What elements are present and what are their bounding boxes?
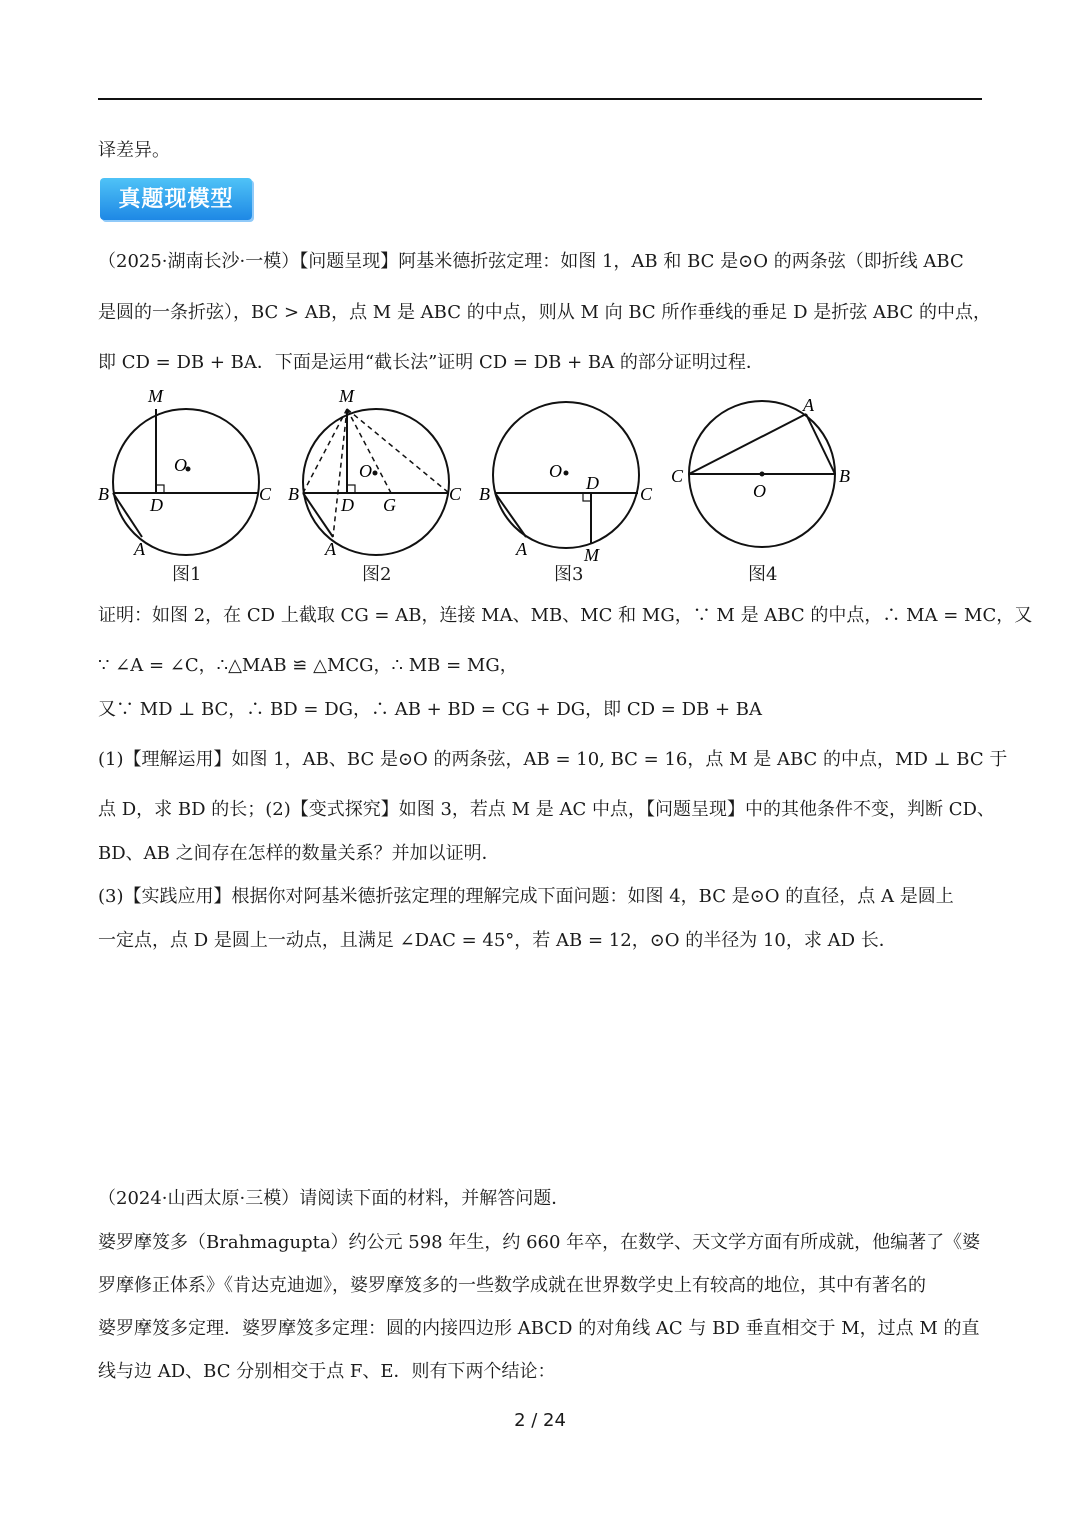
fig2-label-d: D: [341, 495, 354, 515]
fig3-label-a: A: [516, 539, 527, 559]
fig3-label-c: C: [640, 484, 653, 504]
p2-line-2: 婆罗摩笈多（Brahmagupta）约公元 598 年生，约 660 年卒，在数学、天文学方面有所成就，他编著了《婆: [98, 1232, 981, 1253]
p2-line-3: 罗摩修正体系》《肯达克迪迦》，婆罗摩笈多的一些数学成就在世界数学史上有较高的地位，其中有著名的: [98, 1275, 926, 1296]
fig2-label-b: B: [288, 484, 299, 504]
fig4-label-o: O: [753, 481, 766, 501]
p1-line-9: BD、AB 之间存在怎样的数量关系？并加以证明．: [98, 843, 500, 864]
p1-line-11: 一定点，点 D 是圆上一动点，且满足 ∠DAC = 45°，若 AB = 12，⊙O 的半径为 10，求 AD 长．: [98, 930, 897, 951]
top-text: 译差异。: [98, 140, 170, 161]
fig4-label-b: B: [839, 466, 850, 486]
fig2-label-a: A: [325, 539, 336, 559]
p1-line-3: 即 CD = DB + BA．下面是运用“截长法”证明 CD = DB + BA 的部分证明过程．: [98, 352, 764, 373]
p1-line-1: （2025·湖南长沙·一模）【问题呈现】阿基米德折弦定理：如图 1，AB 和 BC 是⊙O 的两条弦（即折线 ABC: [98, 251, 964, 272]
fig3-caption: 图3: [554, 564, 584, 585]
fig4-label-c: C: [671, 466, 684, 486]
fig1-caption: 图1: [172, 564, 202, 585]
fig2-caption: 图2: [362, 564, 392, 585]
p2-line-5: 线与边 AD、BC 分别相交于点 F、E．则有下两个结论：: [98, 1361, 556, 1382]
fig1-label-o: O: [174, 455, 187, 475]
fig3-label-m: M: [584, 545, 599, 565]
p2-line-4: 婆罗摩笈多定理．婆罗摩笈多定理：圆的内接四边形 ABCD 的对角线 AC 与 BD 垂直相交于 M，过点 M 的直: [98, 1318, 980, 1339]
p1-line-2: 是圆的一条折弦），BC > AB，点 M 是 ABC 的中点，则从 M 向 BC 所作垂线的垂足 D 是折弦 ABC 的中点，: [98, 302, 992, 323]
fig4-caption: 图4: [748, 564, 778, 585]
fig2-label-m: M: [339, 386, 354, 406]
fig1-label-c: C: [259, 484, 272, 504]
fig2-label-o: O: [359, 461, 372, 481]
fig1-label-a: A: [134, 539, 145, 559]
fig3-label-b: B: [479, 484, 490, 504]
fig1-label-m: M: [148, 386, 163, 406]
p1-line-10: (3)【实践应用】根据你对阿基米德折弦定理的理解完成下面问题：如图 4，BC 是⊙O 的直径，点 A 是圆上: [98, 886, 954, 907]
figure-1: [92, 385, 282, 565]
p1-line-4: 证明：如图 2，在 CD 上截取 CG = AB，连接 MA、MB、MC 和 MG，∵ M 是 ABC 的中点，∴ MA = MC，又: [98, 605, 1033, 626]
page-number: 2 / 24: [514, 1410, 566, 1431]
top-rule: [98, 98, 982, 100]
fig2-label-c: C: [449, 484, 462, 504]
p1-line-6: 又∵ MD ⊥ BC，∴ BD = DG，∴ AB + BD = CG + DG，即 CD = DB + BA: [98, 699, 763, 720]
fig1-label-b: B: [98, 484, 109, 504]
fig2-label-g: G: [383, 495, 396, 515]
fig4-label-a: A: [803, 395, 814, 415]
figure-4: [666, 385, 866, 565]
fig3-label-o: O: [549, 461, 562, 481]
section-badge: 真题现模型: [100, 178, 252, 220]
p1-line-8: 点 D，求 BD 的长；(2)【变式探究】如图 3，若点 M 是 AC 中点，【问题呈现】中的其他条件不变，判断 CD、: [98, 799, 995, 820]
p1-line-5: ∵ ∠A = ∠C，∴△MAB ≌ △MCG，∴ MB = MG，: [98, 655, 518, 676]
p1-line-7: (1)【理解运用】如图 1，AB、BC 是⊙O 的两条弦，AB = 10, BC = 16，点 M 是 ABC 的中点，MD ⊥ BC 于: [98, 749, 1008, 770]
fig1-label-d: D: [150, 495, 163, 515]
p2-line-1: （2024·山西太原·三模）请阅读下面的材料，并解答问题．: [98, 1188, 570, 1209]
figure-3: [474, 385, 664, 565]
fig3-label-d: D: [586, 473, 599, 493]
figure-2: [283, 385, 473, 565]
